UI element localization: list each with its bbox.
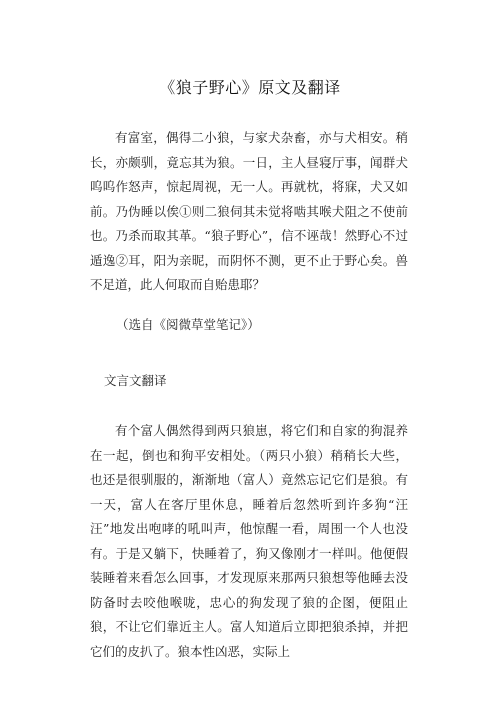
source-citation: （选自《阅微草堂笔记》） [116, 317, 260, 332]
document-title: 《狼子野心》原文及翻译 [159, 78, 341, 97]
translation-paragraph: 有个富人偶然得到两只狼崽，将它们和自家的狗混养在一起，倒也和狗平安相处。（两只小狼）稍稍长大些，也还是很驯服的，渐渐地（富人）竟然忘记它们是狼。有一天，富人在客厅里休息，睡着后忽然听到许多狗“汪汪”地发出咆哮的吼叫声，他惊醒一看，周围一个人也没有。于是又躺下，快睡着了，狗又像刚才一样叫。他便假装睡着来看怎么回事，才发现原来那两只狼想等他睡去没防备时去咬他喉咙，忠心的狗发现了狼的企图，便阻止狼，不让它们靠近主人。富人知道后立即把狼杀掉，并把它们的皮扒了。狼本性凶恶，实际上 [90, 423, 408, 659]
original-text-paragraph: 有富室，偶得二小狼，与家犬杂畜，亦与犬相安。稍长，亦颇驯，竟忘其为狼。一日，主人昼寝厅事，闻群犬呜呜作怒声，惊起周视，无一人。再就枕，将寐，犬又如前。乃伪睡以俟①则二狼伺其未觉将啮其喉犬阻之不使前也。乃杀而取其革。“狼子野心”，信不诬哉！然野心不过遁逸②耳，阳为亲昵，而阴怀不测，更不止于野心矣。兽不足道，此人何取而自贻患耶？ [90, 130, 408, 292]
translation-heading: 文言文翻译 [104, 373, 167, 388]
